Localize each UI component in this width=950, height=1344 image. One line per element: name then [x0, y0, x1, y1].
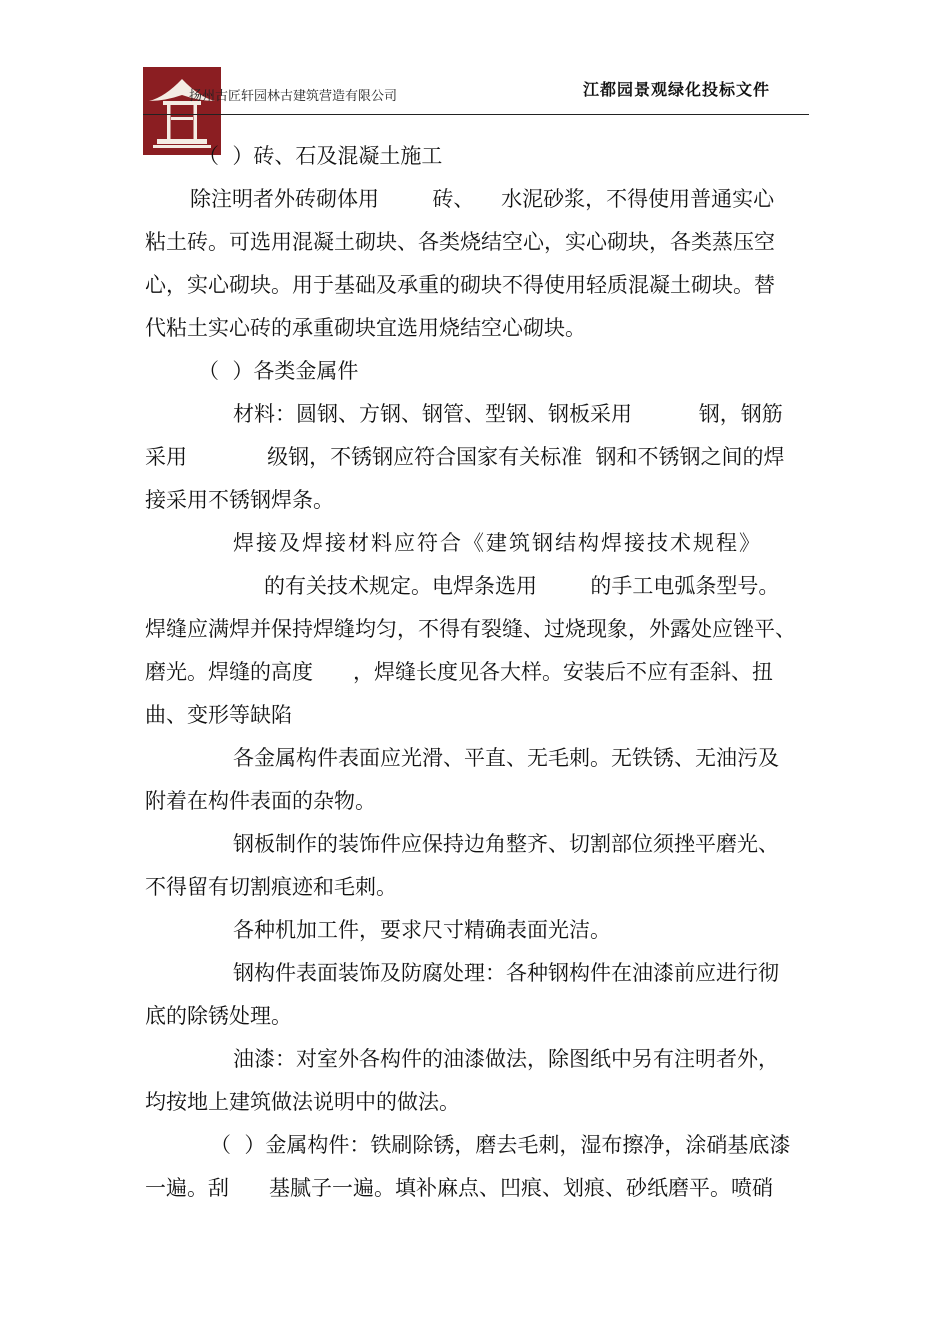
section-heading: （ ）砖、石及混凝土施工	[198, 144, 443, 168]
header-document-title: 江都园景观绿化投标文件	[583, 80, 771, 99]
paragraph-line: 的有关技术规定。电焊条选用 的手工电弧条型号。	[264, 574, 780, 598]
paragraph-line: 焊接及焊接材料应符合《建筑钢结构焊接技术规程》	[233, 531, 762, 555]
paragraph-line: 材料：圆钢、方钢、钢管、型钢、钢板采用 钢，钢筋	[233, 402, 783, 426]
paragraph-line: 底的除锈处理。	[145, 1004, 292, 1028]
header-divider	[143, 114, 809, 115]
paragraph-line: 均按地上建筑做法说明中的做法。	[145, 1090, 460, 1114]
paragraph-line: 焊缝应满焊并保持焊缝均匀，不得有裂缝、过烧现象，外露处应锉平、	[145, 617, 796, 641]
paragraph-line: 各金属构件表面应光滑、平直、无毛刺。无铁锈、无油污及	[233, 746, 779, 770]
paragraph-line: 曲、变形等缺陷	[145, 703, 292, 727]
paragraph-line: 不得留有切割痕迹和毛刺。	[145, 875, 397, 899]
paragraph-line: 接采用不锈钢焊条。	[145, 488, 334, 512]
paragraph-line: 心，实心砌块。用于基础及承重的砌块不得使用轻质混凝土砌块。替	[145, 273, 775, 297]
paragraph-line: 采用 级钢，不锈钢应符合国家有关标准 钢和不锈钢之间的焊	[145, 445, 785, 469]
paragraph-line: 钢板制作的装饰件应保持边角整齐、切割部位须挫平磨光、	[233, 832, 779, 856]
paragraph-line: 粘土砖。可选用混凝土砌块、各类烧结空心，实心砌块，各类蒸压空	[145, 230, 775, 254]
header-company-name: 扬州古匠轩园林古建筑营造有限公司	[189, 89, 398, 104]
paragraph-line: 代粘土实心砖的承重砌块宜选用烧结空心砌块。	[145, 316, 586, 340]
paragraph-line: 一遍。刮 基腻子一遍。填补麻点、凹痕、划痕、砂纸磨平。喷硝	[145, 1176, 774, 1200]
paragraph-line: 磨光。焊缝的高度 ，焊缝长度见各大样。安装后不应有歪斜、扭	[145, 660, 774, 684]
section-heading: （ ）各类金属件	[198, 359, 359, 383]
paragraph-line: 各种机加工件，要求尺寸精确表面光洁。	[233, 918, 611, 942]
paragraph-line: 附着在构件表面的杂物。	[145, 789, 376, 813]
section-heading: （ ）金属构件：铁刷除锈，磨去毛刺，湿布擦净，涂硝基底漆	[210, 1133, 791, 1157]
paragraph-line: 除注明者外砖砌体用 砖、 水泥砂浆，不得使用普通实心	[190, 187, 775, 211]
paragraph-line: 钢构件表面装饰及防腐处理：各种钢构件在油漆前应进行彻	[233, 961, 779, 985]
paragraph-line: 油漆：对室外各构件的油漆做法，除图纸中另有注明者外，	[233, 1047, 779, 1071]
